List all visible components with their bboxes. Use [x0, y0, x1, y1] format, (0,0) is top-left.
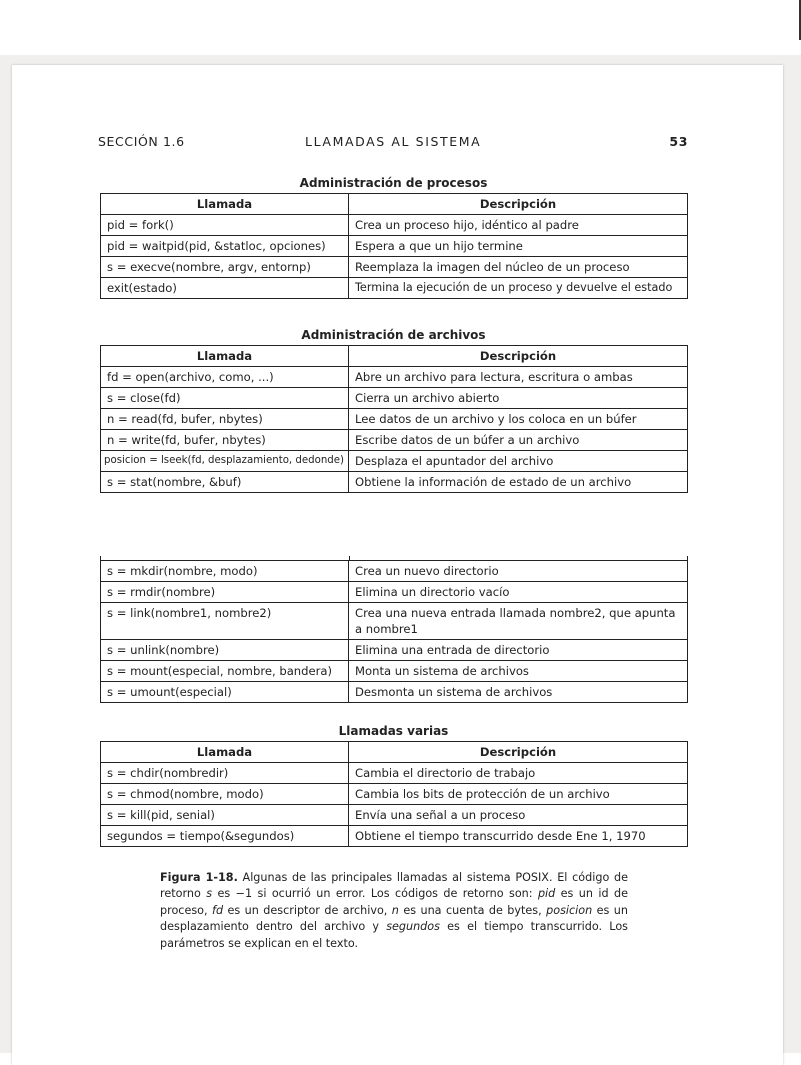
description-cell: Abre un archivo para lectura, escritura o ambas: [349, 367, 688, 388]
table-title-archivos: Administración de archivos: [301, 328, 486, 342]
table-row: [101, 430, 688, 451]
caption-text: Algunas de las principales llamadas al sistema POSIX. El código de retorno: [160, 871, 628, 901]
table-varias: [100, 741, 688, 847]
table-row: [101, 784, 688, 805]
call-cell: s = link(nombre1, nombre2): [101, 603, 349, 640]
table-header-row: [101, 742, 688, 763]
caption-text: es un desplazamiento dentro del archivo y: [160, 903, 628, 934]
table-row: [101, 278, 688, 299]
caption-term: segundos: [386, 920, 440, 934]
table-row: [101, 682, 688, 703]
call-cell: s = execve(nombre, argv, entornp): [101, 257, 349, 278]
description-cell: Reemplaza la imagen del núcleo de un proceso: [349, 257, 688, 278]
description-cell: Cambia el directorio de trabajo: [349, 763, 688, 784]
caption-term: n: [391, 903, 399, 917]
table-row: [101, 826, 688, 847]
caption-term: s: [206, 887, 213, 901]
page-number: 53: [669, 134, 688, 149]
header-llamada: Llamada: [101, 346, 349, 367]
call-cell: n = write(fd, bufer, nbytes): [101, 430, 349, 451]
description-cell: Obtiene el tiempo transcurrido desde Ene 1, 1970: [349, 826, 688, 847]
table-row: [101, 215, 688, 236]
call-cell: s = rmdir(nombre): [101, 582, 349, 603]
table-row: [101, 472, 688, 493]
table-row: [101, 805, 688, 826]
caption-text: es −1 si ocurrió un error. Los códigos de retorno son:: [212, 887, 538, 901]
description-cell: Desplaza el apuntador del archivo: [349, 451, 688, 472]
table-row: [101, 388, 688, 409]
call-cell: s = chdir(nombredir): [101, 763, 349, 784]
table-header-row: [101, 346, 688, 367]
caption-term: pid: [537, 887, 556, 901]
table-procesos: [100, 193, 688, 299]
table-row: [101, 763, 688, 784]
figure-caption: [160, 870, 628, 952]
table-row: [101, 367, 688, 388]
table-header-row: [101, 194, 688, 215]
call-cell: fd = open(archivo, como, ...): [101, 367, 349, 388]
call-cell: s = kill(pid, senial): [101, 805, 349, 826]
description-cell: Crea un proceso hijo, idéntico al padre: [349, 215, 688, 236]
table-row: [101, 409, 688, 430]
caption-text: es un id de proceso,: [160, 887, 628, 917]
description-cell: Escribe datos de un búfer a un archivo: [349, 430, 688, 451]
description-cell: Elimina un directorio vacío: [349, 582, 688, 603]
description-cell: Monta un sistema de archivos: [349, 661, 688, 682]
table-archivos: [100, 345, 688, 493]
table-title-procesos: Administración de procesos: [299, 176, 488, 190]
caption-term: posicion: [546, 903, 593, 917]
call-cell: n = read(fd, bufer, nbytes): [101, 409, 349, 430]
chapter-title: LLAMADAS AL SISTEMA: [305, 134, 482, 149]
table-row: [101, 451, 688, 472]
description-cell: Espera a que un hijo termine: [349, 236, 688, 257]
description-cell: Cambia los bits de protección de un archivo: [349, 784, 688, 805]
header-descripcion: Descripción: [349, 346, 688, 367]
description-cell: Termina la ejecución de un proceso y devuelve el estado: [349, 278, 688, 299]
call-cell: s = stat(nombre, &buf): [101, 472, 349, 493]
description-cell: Crea un nuevo directorio: [349, 561, 688, 582]
table-title-varias: Llamadas varias: [338, 724, 449, 738]
caption-text: es una cuenta de bytes,: [398, 903, 547, 917]
call-cell: s = close(fd): [101, 388, 349, 409]
call-cell: s = mkdir(nombre, modo): [101, 561, 349, 582]
header-llamada: Llamada: [101, 194, 349, 215]
header-descripcion: Descripción: [349, 742, 688, 763]
call-cell: pid = fork(): [101, 215, 349, 236]
caption-text: es el tiempo transcurrido. Los parámetros se explican en el texto.: [160, 920, 628, 950]
table-directorios: [100, 560, 688, 703]
call-cell: segundos = tiempo(&segundos): [101, 826, 349, 847]
call-cell: s = mount(especial, nombre, bandera): [101, 661, 349, 682]
call-cell: s = unlink(nombre): [101, 640, 349, 661]
description-cell: Obtiene la información de estado de un archivo: [349, 472, 688, 493]
description-cell: Desmonta un sistema de archivos: [349, 682, 688, 703]
description-cell: Lee datos de un archivo y los coloca en un búfer: [349, 409, 688, 430]
table-row: [101, 640, 688, 661]
header-llamada: Llamada: [101, 742, 349, 763]
call-cell: pid = waitpid(pid, &statloc, opciones): [101, 236, 349, 257]
running-head: [98, 134, 688, 150]
call-cell: exit(estado): [101, 278, 349, 299]
table-row: [101, 561, 688, 582]
description-cell: Cierra un archivo abierto: [349, 388, 688, 409]
call-cell: posicion = lseek(fd, desplazamiento, dedonde): [101, 451, 349, 472]
call-cell: s = chmod(nombre, modo): [101, 784, 349, 805]
caption-term: fd: [212, 903, 224, 917]
caption-text: es un descriptor de archivo,: [223, 903, 392, 917]
header-descripcion: Descripción: [349, 194, 688, 215]
table-row: [101, 257, 688, 278]
description-cell: Elimina una entrada de directorio: [349, 640, 688, 661]
table-row: [101, 582, 688, 603]
table-row: [101, 236, 688, 257]
description-cell: Crea una nueva entrada llamada nombre2, que apunta a nombre1: [349, 603, 688, 640]
section-label: SECCIÓN 1.6: [98, 134, 185, 149]
table-row: [101, 661, 688, 682]
call-cell: s = umount(especial): [101, 682, 349, 703]
description-cell: Envía una señal a un proceso: [349, 805, 688, 826]
table-row: [101, 603, 688, 640]
figure-label: Figura 1-18.: [160, 871, 238, 884]
viewer-top-bar: [0, 0, 801, 55]
